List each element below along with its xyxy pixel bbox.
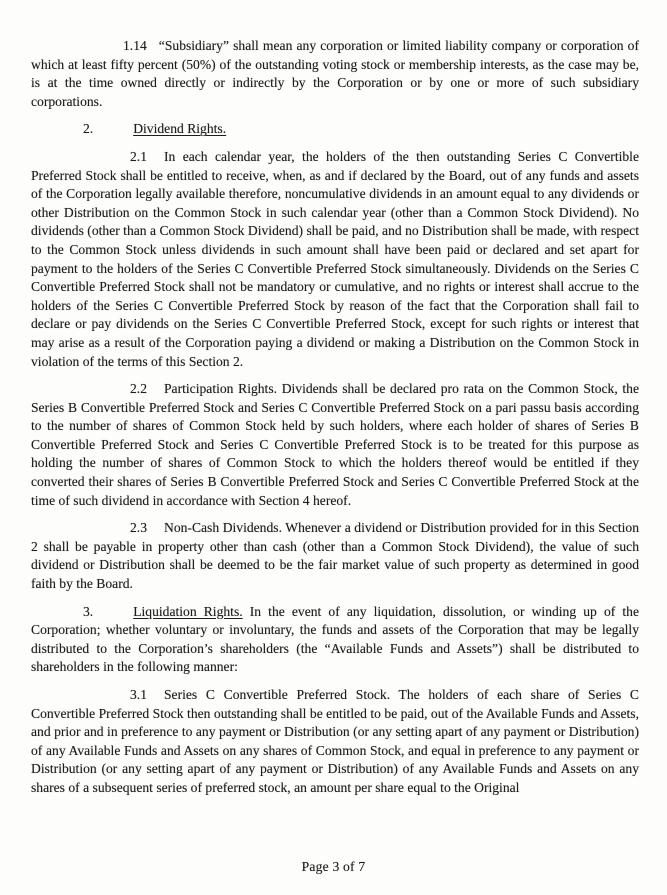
tab-space (147, 392, 164, 393)
clause-text: Participation Rights. Dividends shall be declared pro rata on the Common Stock, the Series B Convertible Preferred Stock and Series C Convertible Preferred Stock on a pari passu basis according to the number of shares of Common Stock held by such holders, where each holder of shares of Series B Convertible Preferred Stock and Series C Convertible Preferred Stock is to be treated for this purpose as holding the number of shares of Common Stock to which the holders thereof would be entitled if they converted their shares of Series B Convertible Preferred Stock and Series C Convertible Preferred Stock at the time of such dividend in accordance with Section 4 hereof. (31, 381, 639, 508)
section-title: Dividend Rights. (133, 121, 227, 137)
section-title: Liquidation Rights. (133, 603, 243, 619)
tab-space (147, 531, 164, 532)
tab-space (147, 160, 164, 161)
clause-number: 1.14 (123, 38, 147, 53)
paragraph-3-1 (31, 686, 639, 798)
clause-text: In the event of any liquidation, dissolution, or winding up of the Corporation; whether voluntary or involuntary, the funds and assets of the Corporation that may be legally distributed to the Corporation’s shareholders (the “Available Funds and Assets”) shall be distributed to shareholders in the following manner: (31, 603, 639, 675)
tab-space (93, 132, 133, 133)
tab-space (147, 49, 159, 50)
clause-text: Non-Cash Dividends. Whenever a dividend or Distribution provided for in this Section 2 shall be payable in property other than cash (other than a Common Stock Dividend), the value of such dividend or Distribution shall be deemed to be the fair market value of such property as determined in good faith by the Board. (31, 520, 639, 592)
paragraph-2-1 (31, 148, 639, 371)
section-number: 3. (83, 603, 94, 619)
clause-text: “Subsidiary” shall mean any corporation or limited liability company or corporation of which at least fifty percent (50%) of the outstanding voting stock or membership interests, as the case may be, is at the time owned directly or indirectly by the Corporation or by one or more of such subsidiary corporations. (31, 38, 639, 109)
tab-space (147, 698, 164, 699)
clause-text: Series C Convertible Preferred Stock. The holders of each share of Series C Convertible Preferred Stock then outstanding shall be entitled to be paid, out of the Available Funds and Assets, and prior and in preference to any payment or Distribution (or any setting apart of any payment or Distribution) of any Available Funds and Assets on any shares of Common Stock, and equal in preference to any payment or Distribution (or any setting apart of any payment or Distribution) of any Available Funds and Assets on any shares of a subsequent series of preferred stock, an amount per share equal to the Original (31, 687, 639, 795)
section-3-paragraph (31, 603, 639, 677)
paragraph-2-3 (31, 519, 639, 593)
paragraph-1-14 (31, 37, 639, 111)
paragraph-2-2 (31, 380, 639, 510)
clause-text: In each calendar year, the holders of the then outstanding Series C Convertible Preferred Stock shall be entitled to receive, when, as and if declared by the Board, out of any funds and assets of the Corporation legally available therefore, noncumulative dividends in an amount equal to any dividends or other Distribution on the Common Stock in such calendar year (other than a Common Stock Dividend). No dividends (other than a Common Stock Dividend) shall be paid, and no Distribution shall be made, with respect to the Common Stock unless dividends in such amount shall have been paid or declared and set apart for payment to the holders of the Series C Convertible Preferred Stock simultaneously. Dividends on the Series C Convertible Preferred Stock shall not be mandatory or cumulative, and no rights or interest shall accrue to the holders of the Series C Convertible Preferred Stock by reason of the fact that the Corporation shall fail to declare or pay dividends on the Series C Convertible Preferred Stock, except for such rights or interest that may arise as a result of the Corporation paying a dividend or making a Distribution on the Common Stock in violation of the terms of this Section 2. (31, 148, 639, 369)
section-2-heading (31, 120, 639, 139)
clause-number: 2.3 (130, 520, 147, 536)
page-number-footer: Page 3 of 7 (301, 859, 366, 874)
clause-number: 2.2 (130, 381, 147, 397)
clause-number: 2.1 (130, 148, 147, 164)
clause-number: 3.1 (130, 687, 147, 702)
section-number: 2. (83, 121, 94, 137)
tab-space (93, 615, 133, 616)
